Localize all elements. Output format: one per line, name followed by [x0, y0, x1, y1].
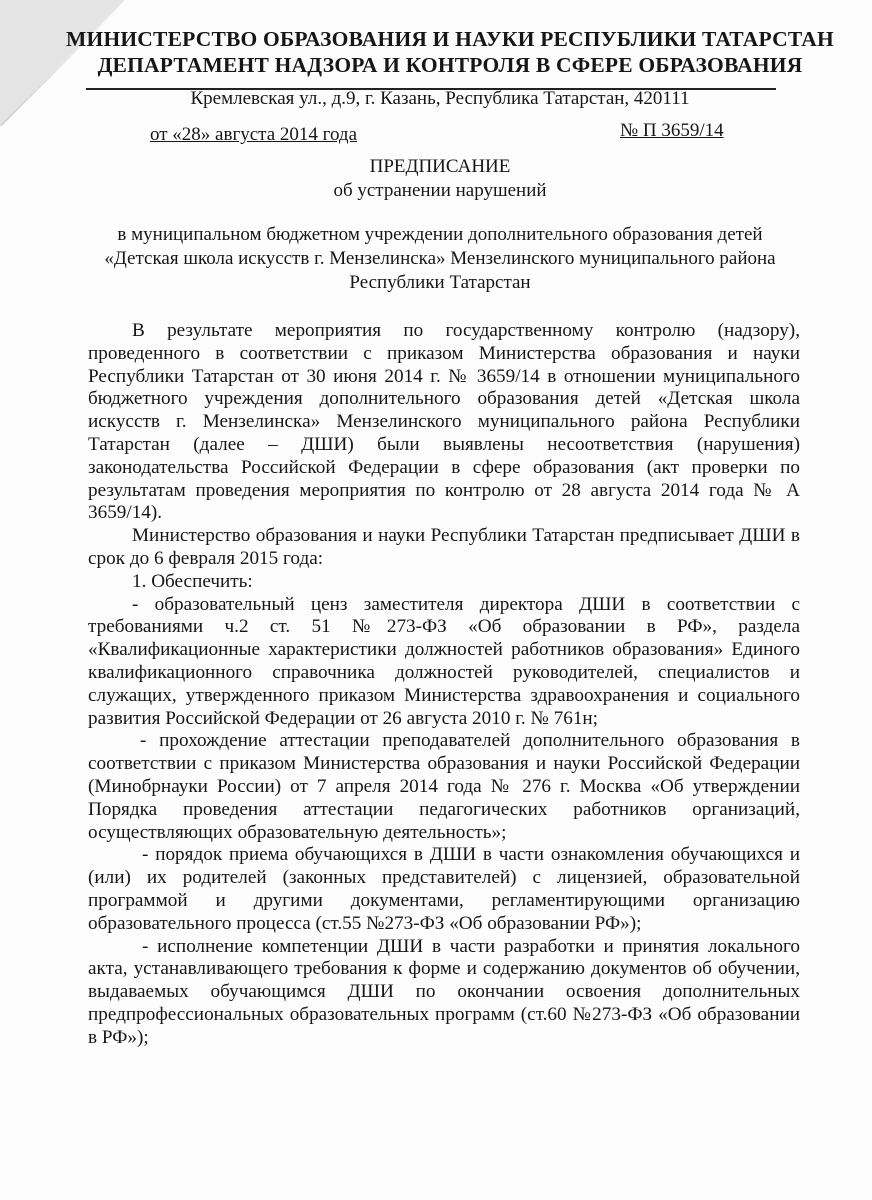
subject-line-3: Республики Татарстан	[349, 272, 531, 293]
department-header: ДЕПАРТАМЕНТ НАДЗОРА И КОНТРОЛЯ В СФЕРЕ ОБРАЗОВАНИЯ	[97, 53, 803, 77]
document-subtitle: об устранении нарушений	[333, 180, 547, 201]
requirement-item: - исполнение компетенции ДШИ в части разработки и принятия локального акта, устанавливающего требования к форме и содержанию документов об обучении, выдаваемых обучающимся ДШИ по окончании освоения дополнительных предпрофессиональных образовательных программ (ст.60 №273-ФЗ «Об образовании в РФ»);	[88, 935, 800, 1048]
subject-line-1: в муниципальном бюджетном учреждении дополнительного образования детей	[117, 224, 763, 245]
requirement-item: - порядок приема обучающихся в ДШИ в части ознакомления обучающихся и (или) их родителей (законных представителей) с лицензией, образовательной программой и другими документами, регламентирующими организацию образовательного процесса (ст.55 №273-ФЗ «Об образовании РФ»);	[88, 844, 800, 934]
requirement-item: - образовательный ценз заместителя директора ДШИ в соответствии с требованиями ч.2 ст. 51 №273-ФЗ «Об образовании в РФ», раздела «Квалификационные характеристики должностей работников образования» Единого квалификационного справочника должностей руководителей, специалистов и служащих, утвержденного приказом Министерства здравоохранения и социального развития Российской Федерации от 26 августа 2010 г. № 761н;	[88, 593, 800, 729]
document-date: от «28» августа 2014 года	[150, 124, 358, 145]
subject-line-2: «Детская школа искусств г. Мензелинска» Мензелинского муниципального района	[104, 248, 776, 269]
address: Кремлевская ул., д.9, г. Казань, Республика Татарстан, 420111	[190, 88, 690, 109]
document-body	[88, 320, 800, 1050]
requirement-item: - прохождение аттестации преподавателей дополнительного образования в соответствии с приказом Министерства образования и науки Российской Федерации (Минобрнауки России) от 7 апреля 2014 года № 276 г. Москва «Об утверждении Порядка проведения аттестации педагогических работников организаций, осуществляющих образовательную деятельность»;	[88, 730, 800, 843]
intro-paragraph: В результате мероприятия по государственному контролю (надзору), проведенного в соответствии с приказом Министерства образования и науки Республики Татарстан от 30 июня 2014 г. № 3659/14 в отношении муниципального бюджетного учреждения дополнительного образования детей «Детская школа искусств г. Мензелинска» Мензелинского муниципального района Республики Татарстан (далее – ДШИ) были выявлены несоответствия (нарушения) законодательства Российской Федерации в сфере образования (акт проверки по результатам проведения мероприятия по контролю от 28 августа 2014 года № А 3659/14).	[88, 320, 800, 524]
item-1-heading: 1. Обеспечить:	[132, 570, 253, 592]
document-number: № П 3659/14	[620, 120, 724, 141]
document-title: ПРЕДПИСАНИЕ	[369, 156, 511, 177]
ministry-header: МИНИСТЕРСТВО ОБРАЗОВАНИЯ И НАУКИ РЕСПУБЛИКИ ТАТАРСТАН	[66, 27, 834, 51]
prescription-paragraph: Министерство образования и науки Республики Татарстан предписывает ДШИ в срок до 6 февраля 2015 года:	[88, 525, 800, 569]
